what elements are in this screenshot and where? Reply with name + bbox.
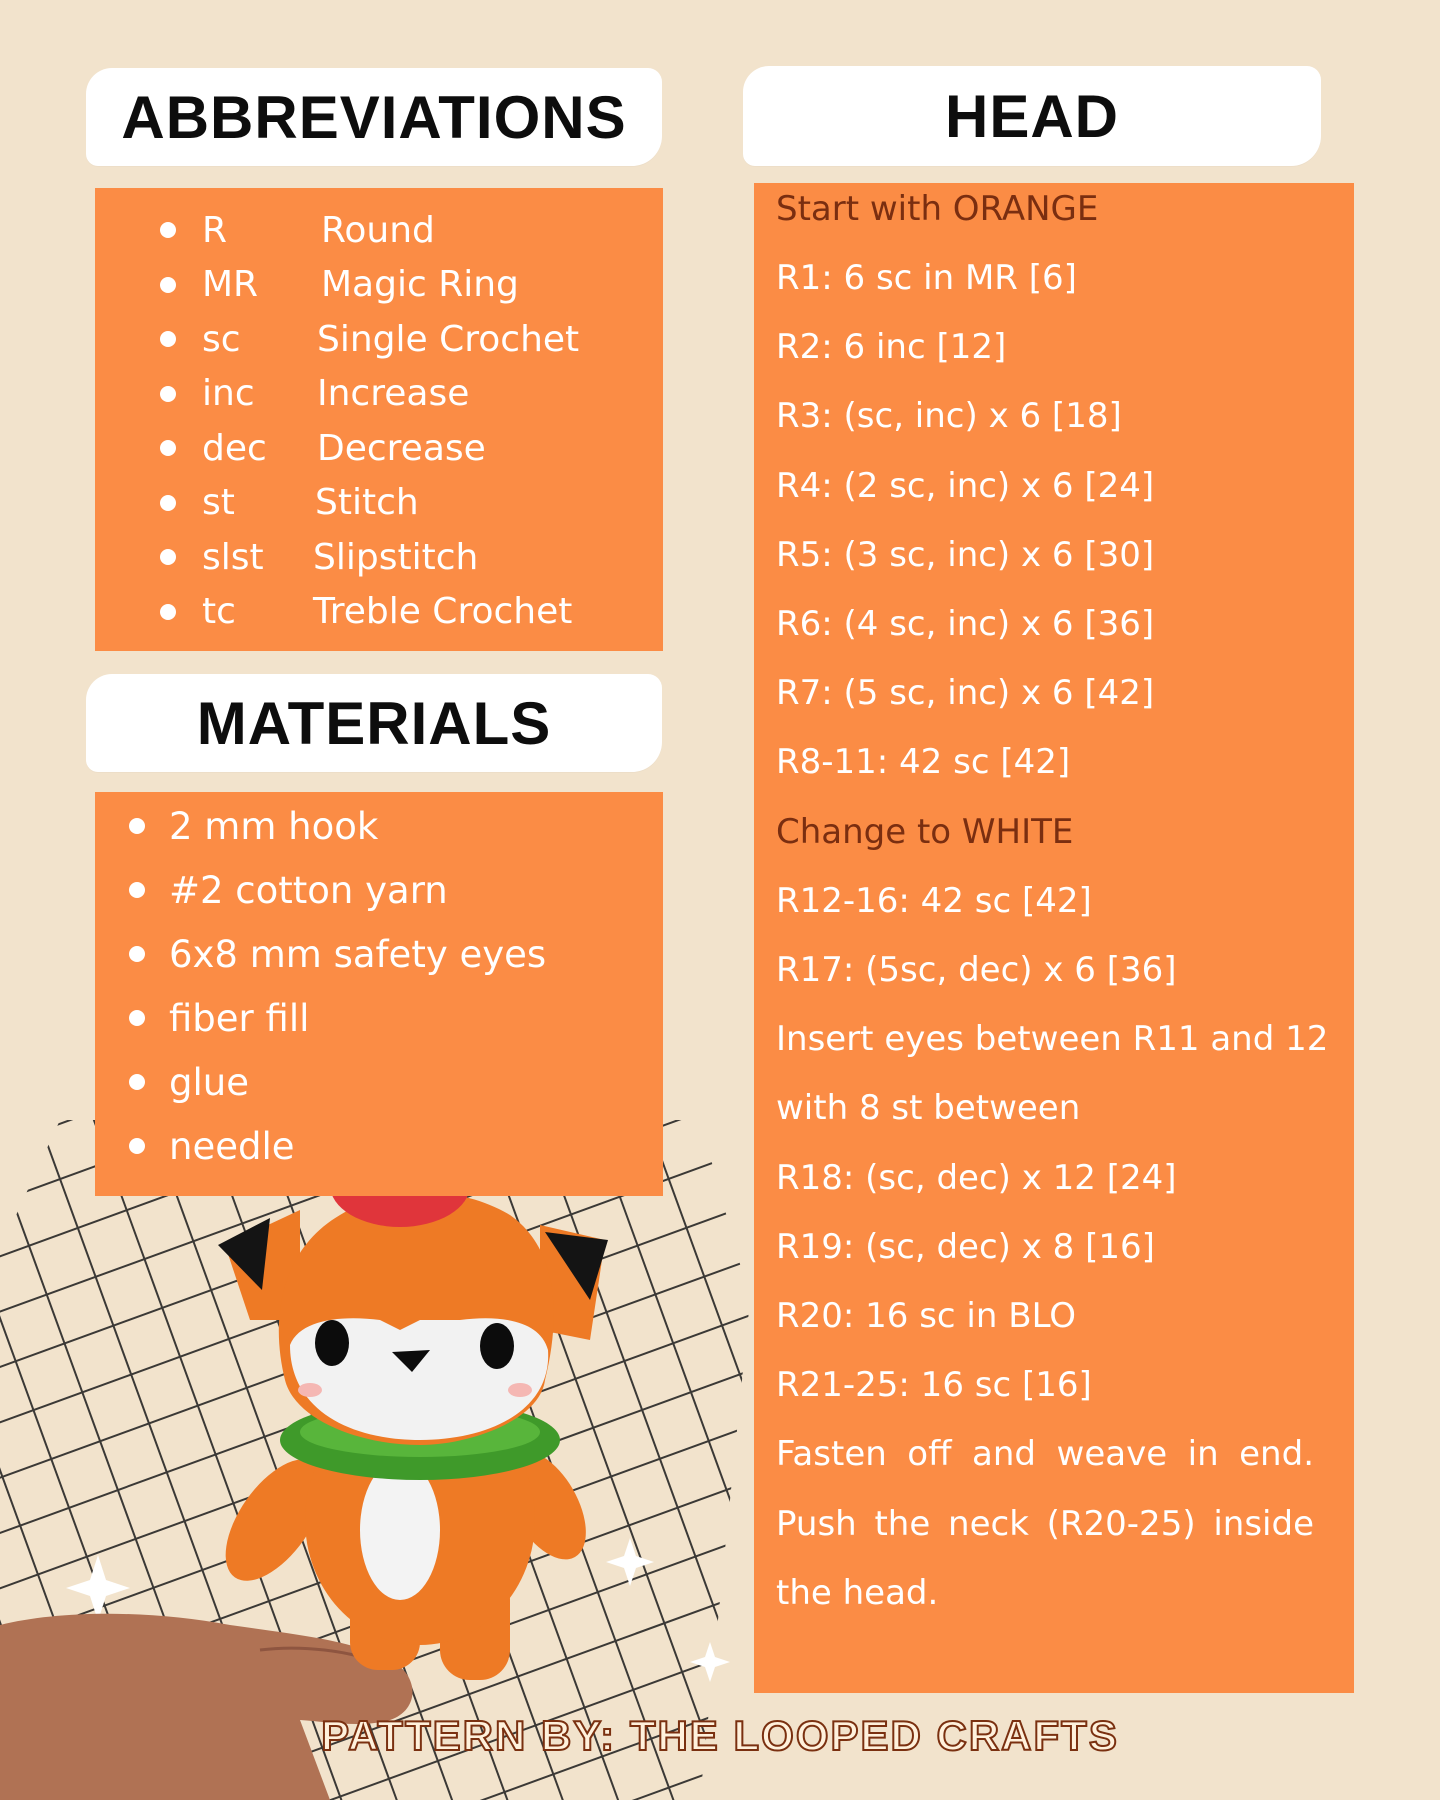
instruction-line: with 8 st between xyxy=(776,1088,1081,1128)
bullet-dot-icon xyxy=(129,818,145,834)
bullet-dot-icon xyxy=(160,277,176,293)
bullet-dot-icon xyxy=(160,495,176,511)
instruction-heading: Change to WHITE xyxy=(776,812,1074,852)
bullet-dot-icon xyxy=(129,1010,145,1026)
instruction-line: R19: (sc, dec) x 8 [16] xyxy=(776,1227,1155,1267)
instruction-line: R18: (sc, dec) x 12 [24] xyxy=(776,1158,1177,1198)
list-item: MR Magic Ring xyxy=(95,258,663,313)
bullet-dot-icon xyxy=(160,331,176,347)
bullet-dot-icon xyxy=(160,440,176,456)
bullet-dot-icon xyxy=(129,882,145,898)
bullet-dot-icon xyxy=(160,386,176,402)
bullet-dot-icon xyxy=(129,1074,145,1090)
bullet-dot-icon xyxy=(129,946,145,962)
instruction-line: R6: (4 sc, inc) x 6 [36] xyxy=(776,604,1155,644)
list-item: st Stitch xyxy=(95,476,663,531)
abbreviations-title: ABBREVIATIONS xyxy=(121,83,627,151)
instruction-line: R17: (5sc, dec) x 6 [36] xyxy=(776,950,1177,990)
instruction-line: R4: (2 sc, inc) x 6 [24] xyxy=(776,466,1155,506)
materials-title: MATERIALS xyxy=(196,689,552,757)
instruction-line: R7: (5 sc, inc) x 6 [42] xyxy=(776,673,1155,713)
abbreviations-list xyxy=(95,188,663,639)
abbreviations-panel xyxy=(95,188,663,651)
materials-title-card xyxy=(86,674,662,772)
bullet-dot-icon xyxy=(129,1138,145,1154)
instruction-line: Push the neck (R20-25) inside xyxy=(776,1504,1314,1544)
head-panel xyxy=(754,183,1354,1693)
instruction-line: the head. xyxy=(776,1573,939,1613)
abbreviations-title-card xyxy=(86,68,662,166)
bullet-dot-icon xyxy=(160,222,176,238)
list-item: dec Decrease xyxy=(95,421,663,476)
crochet-fox-photo xyxy=(0,1137,608,1800)
pattern-credit: PATTERN BY: THE LOOPED CRAFTS xyxy=(321,1712,1119,1759)
instruction-line: R3: (sc, inc) x 6 [18] xyxy=(776,396,1122,436)
list-item: needle xyxy=(95,1114,663,1178)
head-title-card xyxy=(743,66,1321,166)
bullet-dot-icon xyxy=(160,549,176,565)
instruction-heading: Start with ORANGE xyxy=(776,189,1099,229)
list-item: tc Treble Crochet xyxy=(95,585,663,640)
instruction-line: Fasten off and weave in end. xyxy=(776,1434,1314,1474)
instruction-line: Insert eyes between R11 and 12 xyxy=(776,1019,1329,1059)
materials-panel xyxy=(95,792,663,1196)
list-item: 6x8 mm safety eyes xyxy=(95,922,663,986)
list-item: glue xyxy=(95,1050,663,1114)
head-title: HEAD xyxy=(944,82,1119,150)
instruction-line: R8-11: 42 sc [42] xyxy=(776,742,1071,782)
instruction-line: R12-16: 42 sc [42] xyxy=(776,881,1092,921)
instruction-line: R21-25: 16 sc [16] xyxy=(776,1365,1092,1405)
list-item: inc Increase xyxy=(95,367,663,422)
materials-list xyxy=(95,792,663,1178)
list-item: #2 cotton yarn xyxy=(95,858,663,922)
list-item: 2 mm hook xyxy=(95,794,663,858)
instruction-line: R1: 6 sc in MR [6] xyxy=(776,258,1077,298)
list-item: fiber fill xyxy=(95,986,663,1050)
list-item: R Round xyxy=(95,203,663,258)
instruction-line: R5: (3 sc, inc) x 6 [30] xyxy=(776,535,1155,575)
bullet-dot-icon xyxy=(160,604,176,620)
instruction-line: R20: 16 sc in BLO xyxy=(776,1296,1077,1336)
list-item: sc Single Crochet xyxy=(95,312,663,367)
instruction-line: R2: 6 inc [12] xyxy=(776,327,1007,367)
list-item: slst Slipstitch xyxy=(95,530,663,585)
